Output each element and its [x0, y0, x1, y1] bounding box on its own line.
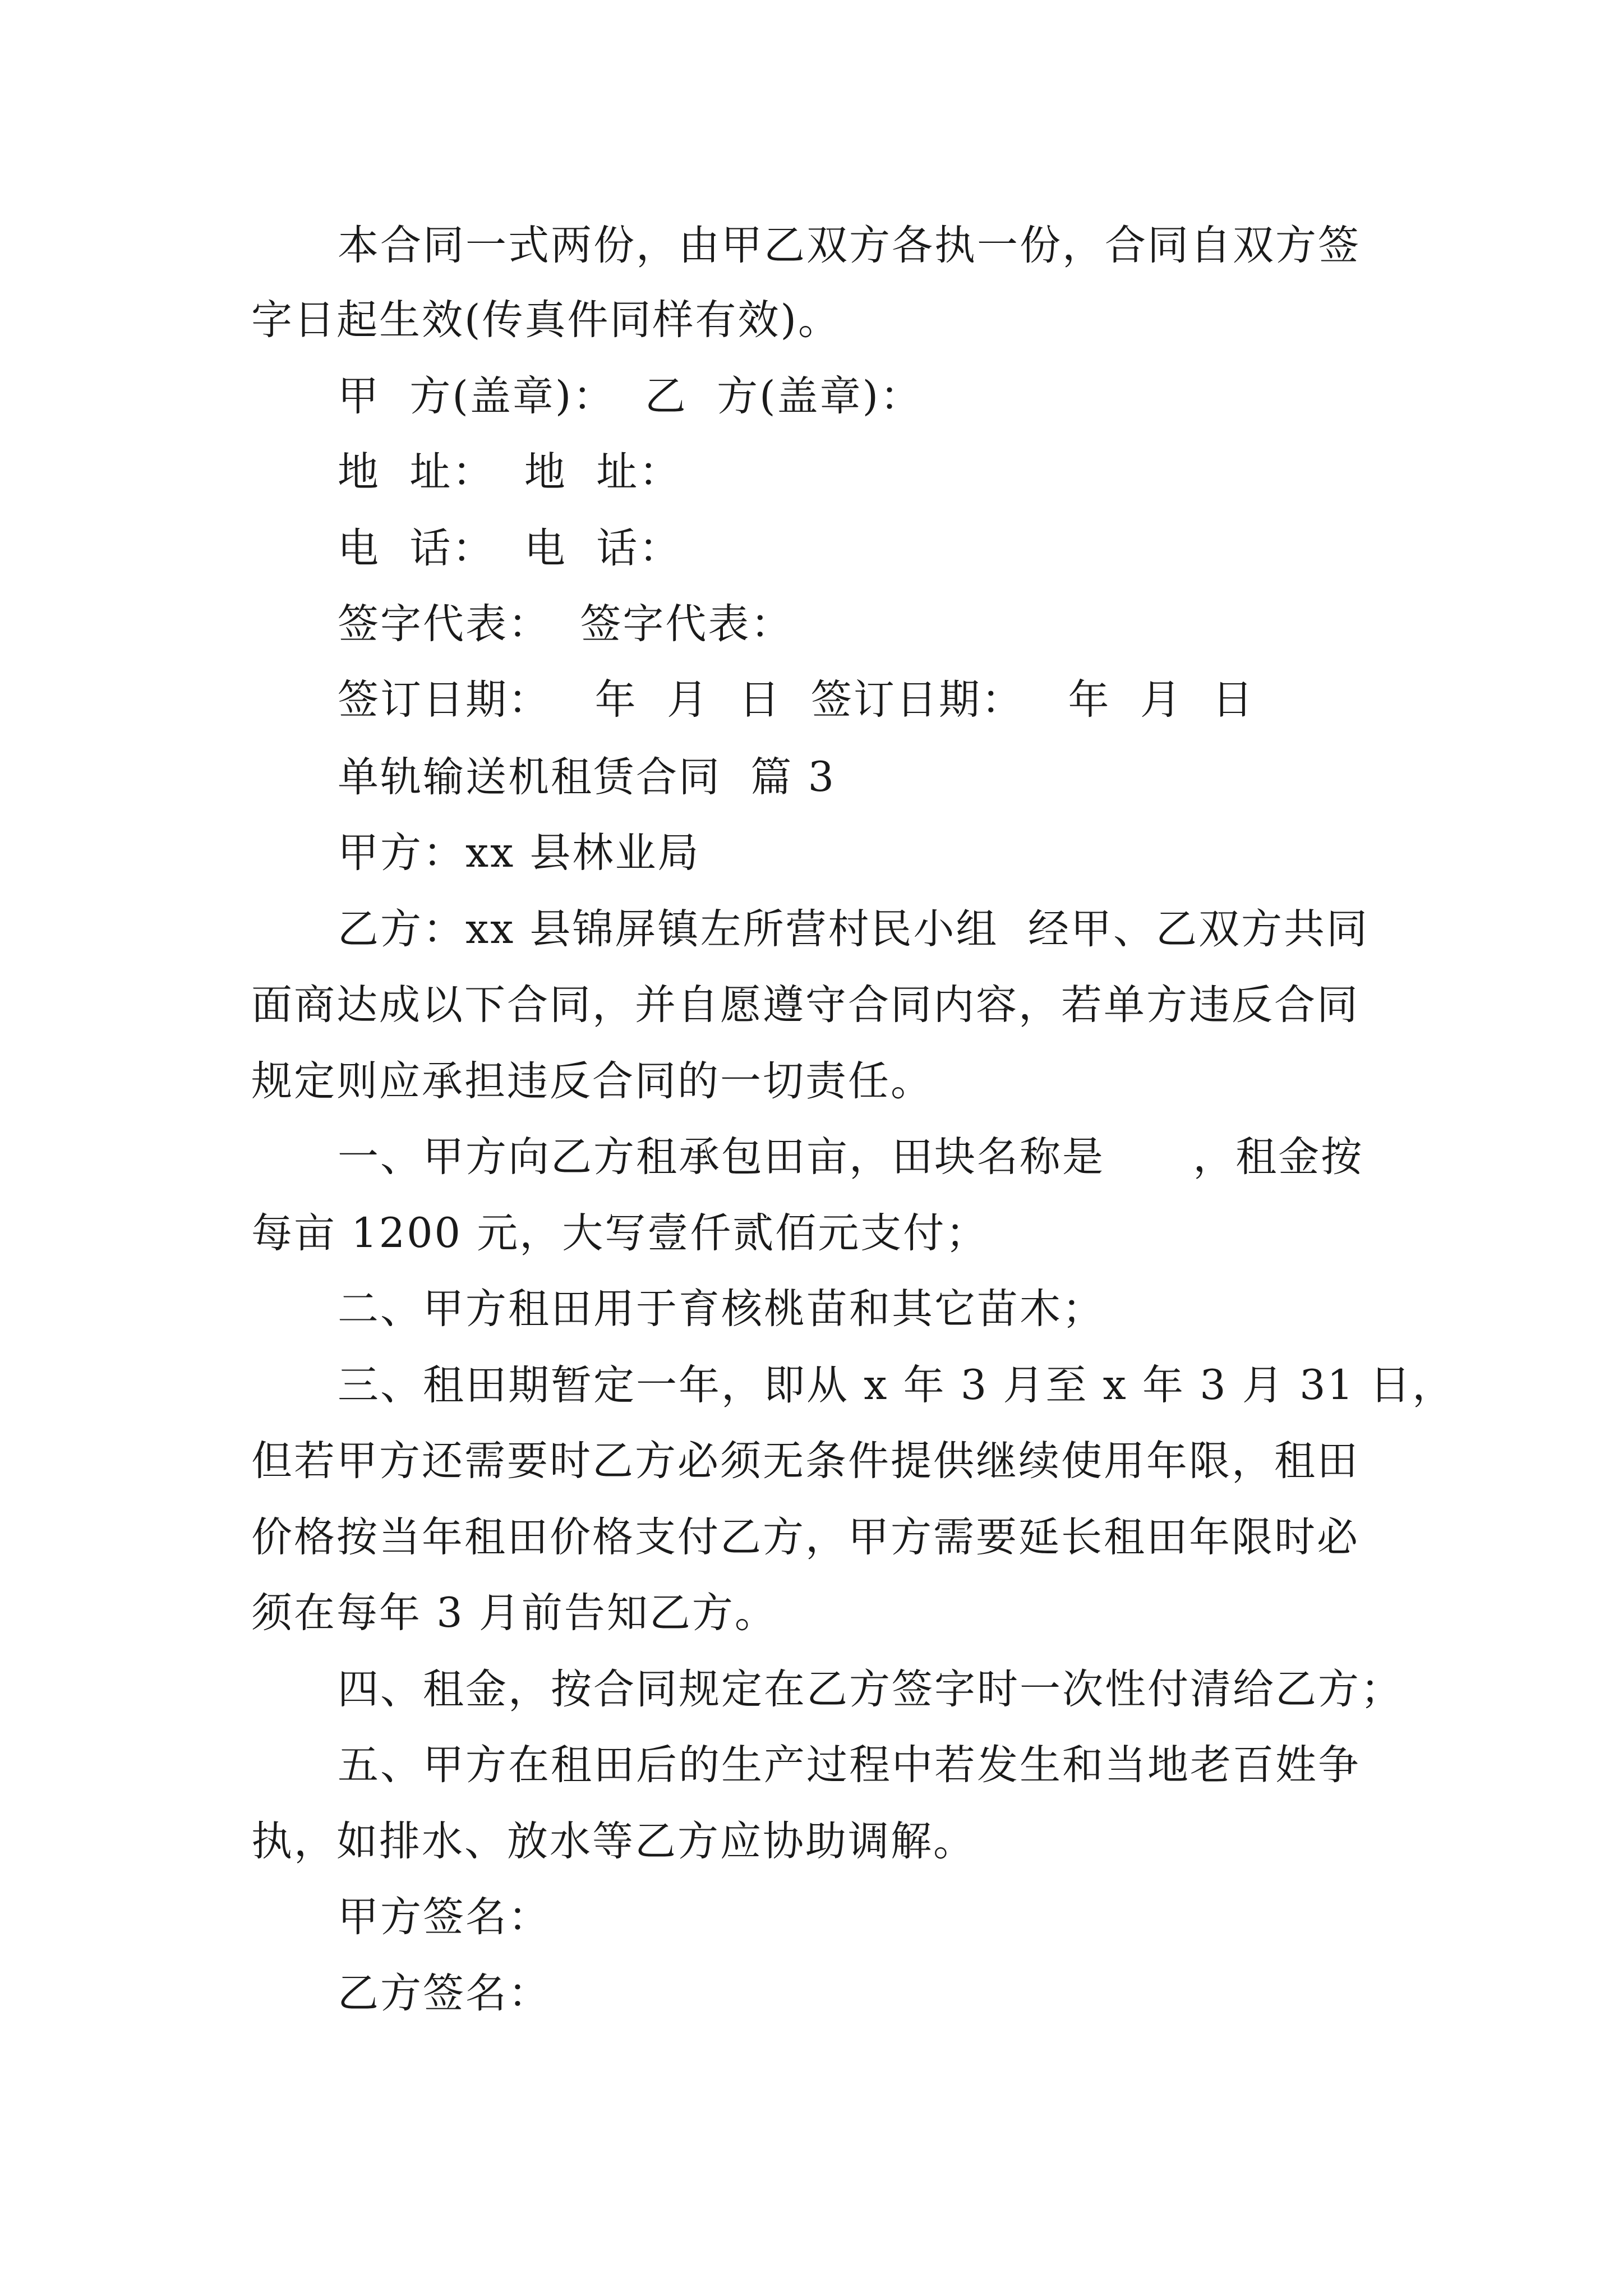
paragraph-line: 本合同一式两份，由甲乙双方各执一份，合同自双方签 — [338, 222, 1361, 269]
clause-line: 五、甲方在租田后的生产过程中若发生和当地老百姓争 — [338, 1741, 1361, 1789]
paragraph-line: 字日起生效(传真件同样有效)。 — [251, 296, 841, 344]
clause-line: 但若甲方还需要时乙方必须无条件提供继续使用年限，租田 — [251, 1437, 1359, 1485]
paragraph-line: 乙方：xx 县锦屏镇左所营村民小组 经甲、乙双方共同 — [338, 905, 1369, 953]
party-stamp-line: 甲 方(盖章)： 乙 方(盖章)： — [338, 372, 923, 420]
clause-line: 执，如排水、放水等乙方应协助调解。 — [251, 1818, 976, 1865]
clause-line: 须在每年 3 月前告知乙方。 — [251, 1589, 777, 1637]
party-b-signature-line: 乙方签名： — [338, 1970, 551, 2017]
address-line: 地 址： 地 址： — [338, 448, 682, 496]
party-a-line: 甲方：xx 县林业局 — [338, 829, 700, 877]
clause-line: 三、租田期暂定一年，即从 x 年 3 月至 x 年 3 月 31 日， — [338, 1361, 1455, 1409]
clause-line: 四、租金，按合同规定在乙方签字时一次性付清给乙方； — [338, 1665, 1403, 1713]
phone-line: 电 话： 电 话： — [338, 524, 682, 572]
representative-line: 签字代表： 签字代表： — [338, 600, 794, 648]
party-a-signature-line: 甲方签名： — [338, 1893, 551, 1941]
clause-line: 价格按当年租田价格支付乙方，甲方需要延长租田年限时必 — [251, 1513, 1359, 1561]
clause-line: 每亩 1200 元，大写壹仟贰佰元支付； — [251, 1209, 989, 1257]
clause-line: 二、甲方租田用于育核桃苗和其它苗木； — [338, 1285, 1105, 1333]
clause-line: 一、甲方向乙方租承包田亩，田块名称是 ，租金按 — [338, 1133, 1364, 1181]
signing-date-line: 签订日期： 年 月 日 签订日期： 年 月 日 — [338, 676, 1255, 724]
section-title: 单轨输送机租赁合同 篇 3 — [338, 753, 836, 801]
paragraph-line: 面商达成以下合同，并自愿遵守合同内容，若单方违反合同 — [251, 981, 1359, 1029]
paragraph-line: 规定则应承担违反合同的一切责任。 — [251, 1057, 933, 1105]
